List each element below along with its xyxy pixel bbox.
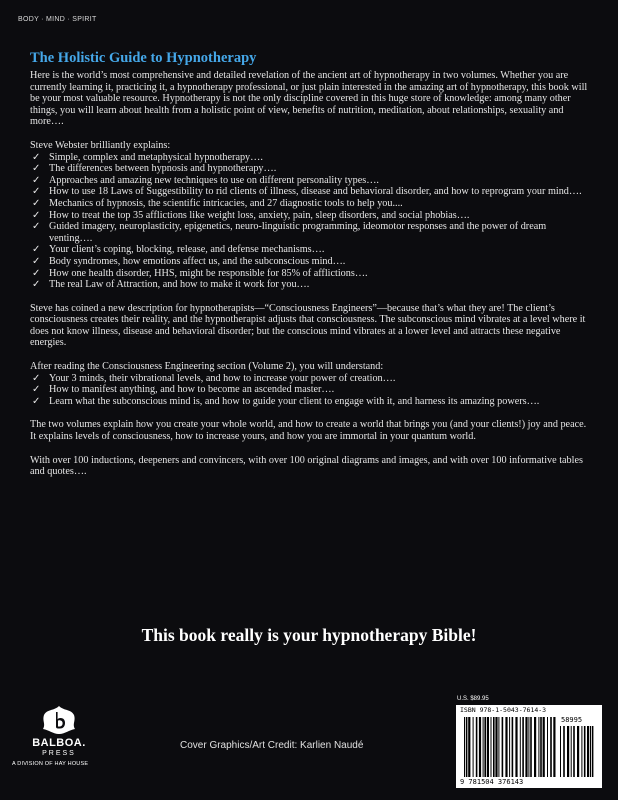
barcode-bar [484,717,486,777]
barcode-bar [487,717,489,777]
list-item: ✓ Approaches and amazing new techniques to use on different personality types…. [32,174,379,186]
barcode-bar [493,717,495,777]
check-icon: ✓ [32,186,41,198]
check-icon: ✓ [32,174,41,186]
isbn-label: ISBN 978-1-5043-7614-3 [460,706,547,714]
barcode-bar [530,717,532,777]
description [30,70,590,490]
barcode-bar [571,726,572,777]
barcode-bar [538,717,539,777]
barcode-bar [534,717,536,777]
book-title: The Holistic Guide to Hypnotherapy [30,50,257,66]
barcode-bar [495,717,497,777]
barcode-bar [464,717,465,777]
barcode-bar [560,726,561,777]
barcode-bar [525,717,527,777]
barcode-bar [573,726,575,777]
barcode-bar [587,726,589,777]
understand-lead: After reading the Consciousness Engineering section (Volume 2), you will understand: [30,361,384,373]
list-item: ✓ Learn what the subconscious mind is, and how to guide your client to engage with it, and harness its amazing powers…. [32,395,540,407]
barcode-bar [515,717,517,777]
check-icon: ✓ [32,221,41,233]
intro-paragraph: Here is the world’s most comprehensive and detailed revelation of the ancient art of hypnotherapy in two volumes. Whether you are currently learning it, practicing it, a hypnotherapy professional, or just plain interested in the amazing art of hypnotherapy, this book will be your most valuable resource. Hypnotherapy is not the only discipline covered in this huge store of knowledge: among many other things, you will learn about health from a holistic point of view, benefits of nutrition, meditation, about relationships, sexuality and more…. [30,70,588,128]
list-item: ✓ Your 3 minds, their vibrational levels, and how to increase your power of creation…. [32,372,396,384]
barcode-bar [592,726,594,777]
barcode-bar [584,726,586,777]
barcode-bar [468,717,470,777]
publisher-division: A DIVISION OF HAY HOUSE [12,761,89,767]
barcode-bar [491,717,492,777]
barcode [456,705,602,788]
list-item: ✓ Mechanics of hypnosis, the scientific intricacies, and 27 diagnostic tools to help you.... [32,197,403,209]
check-icon: ✓ [32,267,41,279]
check-icon: ✓ [32,197,41,209]
barcode-bar [502,717,504,777]
barcode-bar [520,717,521,777]
list-item: ✓ Body syndromes, how emotions affect us, and the subconscious mind…. [32,255,346,267]
barcode-bar [567,726,569,777]
barcode-bar [505,717,507,777]
ean-barcode-bars [464,717,558,777]
check-icon: ✓ [32,279,41,291]
check-icon: ✓ [32,384,41,396]
barcode-bar [577,726,579,777]
barcode-bar [590,726,591,777]
check-icon: ✓ [32,372,41,384]
explains-list [30,152,590,291]
category-label: BODY · MIND · SPIRIT [18,16,97,23]
list-item: ✓ The real Law of Attraction, and how to make it work for you…. [32,279,310,291]
check-icon: ✓ [32,163,41,175]
price-label: U.S. $89.95 [457,696,489,702]
check-icon: ✓ [32,395,41,407]
barcode-bar [543,717,545,777]
addon-label: 58995 [561,716,583,724]
ean-label: 9 781504 376143 [460,778,524,786]
check-icon: ✓ [32,209,41,221]
list-item: ✓ Your client’s coping, blocking, release, and defense mechanisms…. [32,244,325,256]
balboa-b-logo-icon [42,705,76,735]
check-icon: ✓ [32,244,41,256]
barcode-bar [563,726,565,777]
publisher-name: BALBOA. [32,737,86,749]
barcode-bar [509,717,510,777]
list-item: ✓ How to treat the top 35 afflictions like weight loss, anxiety, pain, sleep disorders, and social phobias…. [32,209,470,221]
barcode-bar [483,717,484,777]
list-item: ✓ How to use 18 Laws of Suggestibility to rid clients of illness, disease and behavioral disorder, and how to reprogram your mind…. [32,186,582,198]
barcode-bar [550,717,552,777]
list-item: ✓ The differences between hypnosis and hypnotherapy…. [32,163,277,175]
barcode-bar [528,717,529,777]
list-item: ✓ Simple, complex and metaphysical hypnotherapy…. [32,151,263,163]
publisher-logo [14,705,104,767]
inductions-paragraph: With over 100 inductions, deepeners and convincers, with over 100 original diagrams and images, and with over 100 informative tables and quotes…. [30,454,583,478]
volumes-paragraph: The two volumes explain how you create your whole world, and how to create a world that brings you (and your clients!) joy and peace. It explains levels of consciousness, how to increase yours, and how you are immortal in your quantum world. [30,419,587,443]
barcode-bar [466,717,468,777]
understand-list [30,373,590,408]
barcode-bar [540,717,542,777]
list-item: ✓ How to manifest anything, and how to become an ascended master…. [32,384,335,396]
addon-barcode-bars [560,726,596,777]
barcode-bar [522,717,524,777]
barcode-bar [581,726,582,777]
cover-credit: Cover Graphics/Art Credit: Karlien Naudé [180,740,364,751]
tagline: This book really is your hypnotherapy Bible! [141,625,477,645]
barcode-bar [553,717,555,777]
check-icon: ✓ [32,255,41,267]
barcode-bar [479,717,481,777]
barcode-bar [476,717,478,777]
barcode-bar [547,717,548,777]
barcode-bar [473,717,474,777]
publisher-press: PRESS [42,750,76,757]
check-icon: ✓ [32,151,41,163]
list-item: ✓ How one health disorder, HHS, might be responsible for 85% of afflictions…. [32,267,368,279]
barcode-bar [498,717,499,777]
list-item: ✓ Guided imagery, neuroplasticity, epigenetics, neuro-linguistic programming, ideomotor responses and the power of dream venting…. [32,221,547,244]
engineers-paragraph: Steve has coined a new description for hypnotherapists—“Consciousness Engineers”—because that’s what they are! The client’s consciousness creates their reality, and the hypnotherapist adjusts that consciousness. The subconscious mind vibrates at a level where it does not know illness, disease and behavioral disorder; but the conscious mind vibrates at a lower level and attracts these negative energies. [30,302,586,349]
explains-lead: Steve Webster brilliantly explains: [30,139,171,151]
barcode-bar [512,717,514,777]
